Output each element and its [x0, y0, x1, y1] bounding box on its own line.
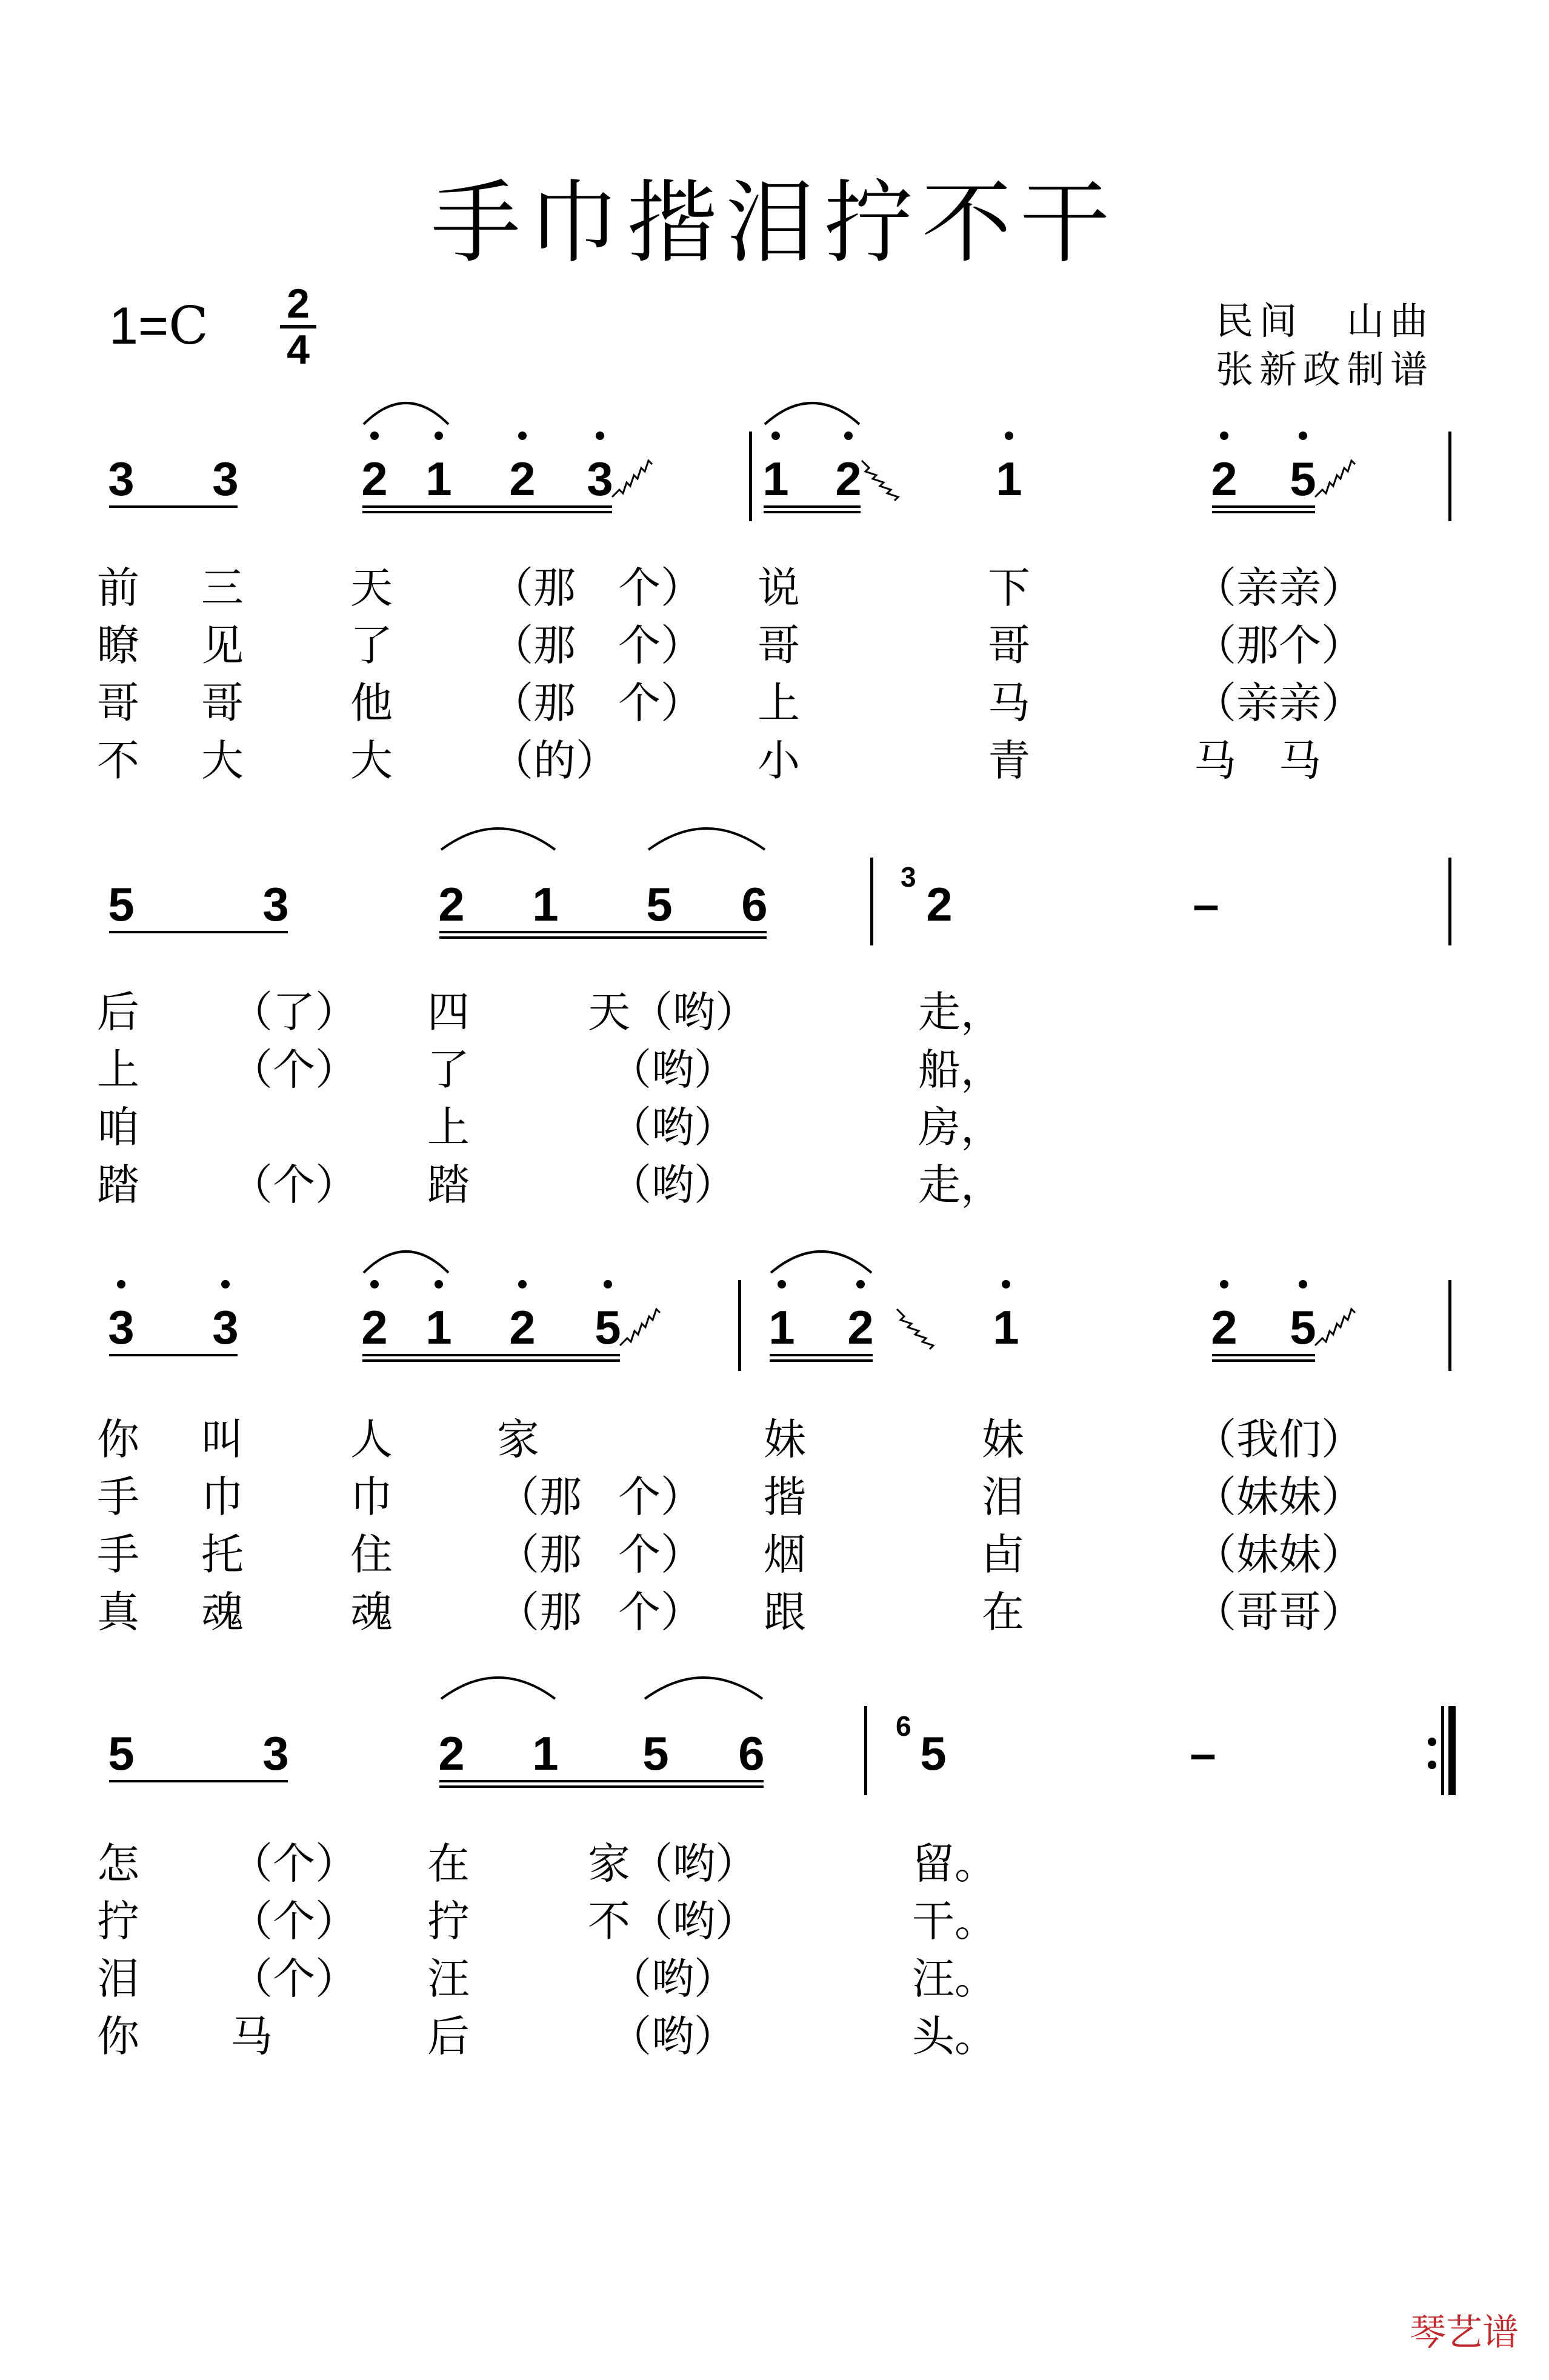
lyric-char: 房， [918, 1102, 1003, 1152]
note: 6 [741, 878, 768, 931]
lyric-char: （那 [497, 1587, 582, 1637]
lyric-char: 小 [758, 736, 800, 785]
lyric-char: 你 [97, 1415, 139, 1464]
lyric-char: 魂 [201, 1587, 244, 1637]
slur [364, 1252, 448, 1273]
lyric-char: 揩 [764, 1472, 806, 1522]
lyric-char: 叫 [201, 1415, 244, 1464]
lyric-char: 踏 [427, 1160, 470, 1210]
lyric-char: 天（哟） [588, 987, 758, 1037]
note: 5 [1290, 1301, 1316, 1354]
note: 5 [595, 1301, 621, 1354]
lyric-char: 不（哟） [588, 1896, 758, 1946]
note: 3 [108, 1301, 135, 1354]
glissando-up-mark [1315, 1309, 1355, 1345]
lyric-char: 亲） [1279, 678, 1364, 728]
grace-note: 3 [901, 861, 916, 893]
lyric-char: 四 [427, 987, 470, 1037]
note: 1 [768, 1301, 795, 1354]
note: 2 [361, 452, 388, 505]
lyric-char: 妹 [982, 1415, 1024, 1464]
lyric-char: 说 [758, 563, 800, 613]
lyric-char: 天 [350, 563, 393, 613]
lyric-char: 了 [350, 621, 393, 670]
lyric-char: 马 [1194, 736, 1236, 785]
lyric-char: 妹） [1279, 1530, 1364, 1579]
lyric-char: 了 [427, 1045, 470, 1095]
grace-note: 6 [896, 1710, 911, 1742]
lyric-char: 青 [988, 736, 1030, 785]
lyric-char: 个） [618, 563, 703, 613]
note: 1 [532, 1727, 559, 1780]
lyric-char: 上 [427, 1102, 470, 1152]
note: 3 [262, 1727, 289, 1780]
note: 1 [762, 452, 789, 505]
glissando-down-mark [897, 1309, 933, 1349]
credit-source: 民间 山曲 [1215, 299, 1434, 343]
lyric-char: 瞭 [97, 621, 139, 670]
note: 5 [642, 1727, 669, 1780]
watermark-logo: 琴艺谱 [1410, 2312, 1519, 2354]
lyric-char: （个） [230, 1954, 358, 2004]
lyric-char: 踏 [97, 1160, 139, 1210]
lyric-char: （个） [230, 1160, 358, 1210]
note: 3 [587, 452, 613, 505]
slur [364, 403, 448, 424]
lyric-char: 咱 [97, 1102, 139, 1152]
lyric-char: 干。 [912, 1896, 997, 1946]
lyric-char: 大 [201, 736, 244, 785]
note: – [1193, 878, 1219, 931]
lyric-char: 马 [988, 678, 1030, 728]
note: 2 [926, 878, 953, 931]
lyric-char: （了） [230, 987, 358, 1037]
lyric-char: 们） [1279, 1415, 1364, 1464]
lyric-char: 上 [97, 1045, 139, 1095]
note: 3 [108, 452, 135, 505]
lyric-char: 见 [201, 621, 244, 670]
note: 2 [847, 1301, 874, 1354]
lyric-char: 前 [97, 563, 139, 613]
lyric-char: 走， [918, 987, 1003, 1037]
lyric-char: 不 [97, 736, 139, 785]
glissando-up-mark [1315, 461, 1355, 497]
page-title: 手巾揩泪拧不干 [431, 171, 1118, 275]
lyric-char: （哥 [1194, 1587, 1279, 1637]
lyric-char: 烟 [764, 1530, 806, 1579]
lyric-char: 泪 [982, 1472, 1024, 1522]
note: 5 [108, 878, 135, 931]
lyric-char: 妹） [1279, 1472, 1364, 1522]
note: 5 [1290, 452, 1316, 505]
note: 3 [262, 878, 289, 931]
lyric-char: 汪。 [912, 1954, 997, 2004]
lyric-char: （那 [497, 1472, 582, 1522]
lyric-char: （那 [491, 678, 576, 728]
lyric-char: 三 [201, 563, 244, 613]
lyric-char: 哥 [201, 678, 244, 728]
lyric-char: 个） [618, 1587, 703, 1637]
lyric-char: 马 [230, 2012, 273, 2061]
lyric-char: （哟） [588, 1102, 736, 1152]
lyric-char: 马 [1279, 736, 1321, 785]
lyric-char: （那 [491, 621, 576, 670]
lyric-char: 大 [350, 736, 393, 785]
lyric-char: 魂 [350, 1587, 393, 1637]
lyric-char: 下 [988, 563, 1030, 613]
lyric-char: 哥 [988, 621, 1030, 670]
note: 2 [1211, 452, 1238, 505]
lyric-char: 在 [427, 1839, 470, 1888]
lyric-char: 上 [758, 678, 800, 728]
glissando-up-mark [620, 1309, 660, 1345]
lyric-char: 个） [618, 621, 703, 670]
lyric-char: 他 [350, 678, 393, 728]
lyric-char: 真 [97, 1587, 139, 1637]
lyric-char: （那 [1194, 621, 1279, 670]
lyric-char: 你 [97, 2012, 139, 2061]
lyric-char: （个） [230, 1839, 358, 1888]
lyric-char: 住 [350, 1530, 393, 1579]
slur [441, 828, 555, 850]
lyric-char: （的） [491, 736, 618, 785]
lyric-char: （那 [491, 563, 576, 613]
lyric-char: （哟） [588, 2012, 736, 2061]
lyric-char: 妹 [764, 1415, 806, 1464]
credit-arranger: 张新政制谱 [1215, 347, 1434, 392]
lyric-char: 拧 [427, 1896, 470, 1946]
glissando-up-mark [612, 461, 652, 497]
slur [648, 828, 765, 850]
note: 5 [920, 1727, 947, 1780]
note: 2 [361, 1301, 388, 1354]
time-signature-bottom: 4 [287, 327, 310, 373]
slur [441, 1678, 555, 1699]
note: 3 [212, 1301, 239, 1354]
lyric-char: 后 [427, 2012, 470, 2061]
lyric-char: （妹 [1194, 1530, 1279, 1579]
note: – [1190, 1727, 1216, 1780]
note: 3 [212, 452, 239, 505]
lyric-char: 跟 [764, 1587, 806, 1637]
lyric-char: 哥） [1279, 1587, 1364, 1637]
lyric-char: 走， [918, 1160, 1003, 1210]
slur [645, 1678, 762, 1699]
lyric-char: 头。 [912, 2012, 997, 2061]
lyric-char: （个） [230, 1045, 358, 1095]
lyric-char: 巾 [350, 1472, 393, 1522]
lyric-char: 家（哟） [588, 1839, 758, 1888]
slur [771, 1252, 871, 1273]
key-signature: 1=C [109, 296, 208, 356]
note: 1 [425, 452, 452, 505]
note: 1 [996, 452, 1022, 505]
lyric-char: （哟） [588, 1954, 736, 2004]
note: 1 [993, 1301, 1019, 1354]
note: 5 [646, 878, 673, 931]
note: 2 [509, 452, 536, 505]
lyric-char: 怎 [97, 1839, 139, 1888]
lyric-char: 个） [618, 678, 703, 728]
lyric-char: 后 [97, 987, 139, 1037]
note: 1 [532, 878, 559, 931]
lyric-char: 手 [97, 1472, 139, 1522]
lyric-char: 拧 [97, 1896, 139, 1946]
note: 2 [509, 1301, 536, 1354]
lyric-char: 哥 [758, 621, 800, 670]
lyric-char: 留。 [912, 1839, 997, 1888]
note: 5 [108, 1727, 135, 1780]
note: 1 [425, 1301, 452, 1354]
lyric-char: 人 [350, 1415, 393, 1464]
lyric-char: （个） [230, 1896, 358, 1946]
time-signature-top: 2 [287, 281, 310, 327]
lyric-char: （亲 [1194, 678, 1279, 728]
note: 2 [438, 878, 465, 931]
note: 2 [1211, 1301, 1238, 1354]
lyric-char: 亲） [1279, 563, 1364, 613]
lyric-char: （哟） [588, 1160, 736, 1210]
lyric-char: 船， [918, 1045, 1003, 1095]
lyric-char: 家 [497, 1415, 539, 1464]
lyric-char: 汪 [427, 1954, 470, 2004]
lyric-char: 手 [97, 1530, 139, 1579]
lyric-char: 卣 [982, 1530, 1024, 1579]
lyric-char: （亲 [1194, 563, 1279, 613]
lyric-char: （哟） [588, 1045, 736, 1095]
lyric-char: 托 [201, 1530, 244, 1579]
lyric-char: 在 [982, 1587, 1024, 1637]
note: 6 [738, 1727, 765, 1780]
lyric-char: 个） [618, 1472, 703, 1522]
note: 2 [438, 1727, 465, 1780]
slur [765, 403, 859, 424]
lyric-char: （我 [1194, 1415, 1279, 1464]
glissando-down-mark [862, 461, 898, 501]
lyric-char: （妹 [1194, 1472, 1279, 1522]
lyric-char: 巾 [201, 1472, 244, 1522]
lyric-char: 个） [1279, 621, 1364, 670]
note: 2 [835, 452, 862, 505]
lyric-char: 个） [618, 1530, 703, 1579]
lyric-char: （那 [497, 1530, 582, 1579]
lyric-char: 泪 [97, 1954, 139, 2004]
lyric-char: 哥 [97, 678, 139, 728]
